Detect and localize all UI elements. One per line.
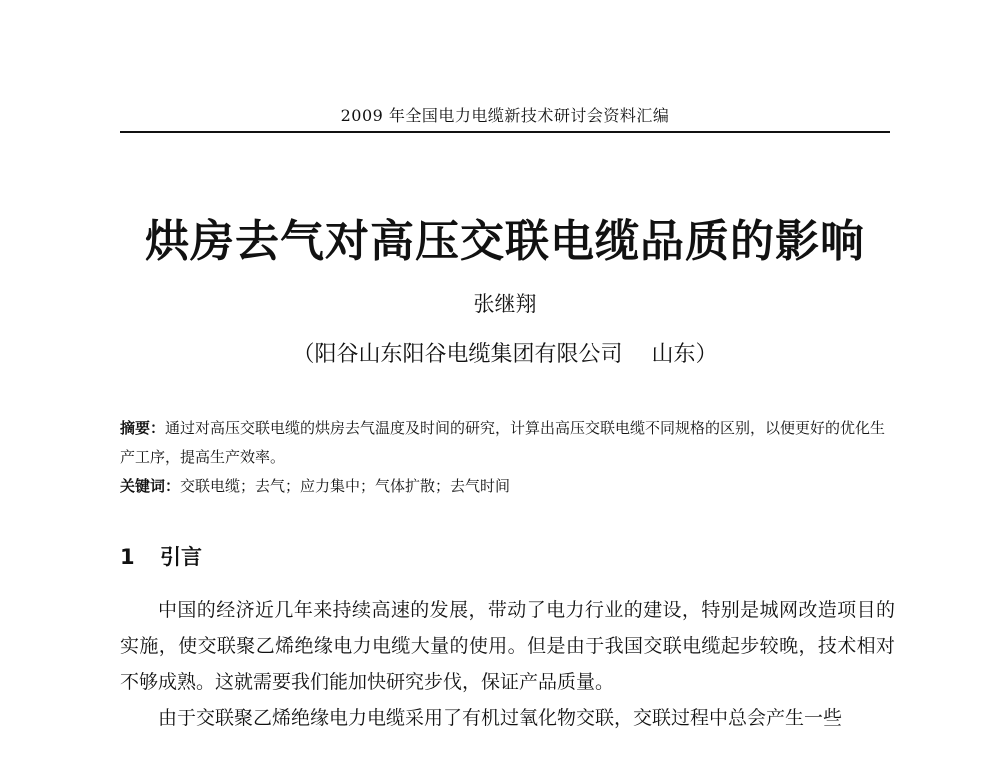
abstract xyxy=(120,414,895,472)
author-affiliation: （阳谷山东阳谷电缆集团有限公司 山东） xyxy=(292,342,718,367)
keywords-text: 交联电缆；去气；应力集中；气体扩散；去气时间 xyxy=(180,477,511,495)
section-body xyxy=(120,592,895,736)
paper-title: 烘房去气对高压交联电缆品质的影响 xyxy=(145,216,865,267)
abstract-text: 通过对高压交联电缆的烘房去气温度及时间的研究，计算出高压交联电缆不同规格的区别，以便更好的优化生产工序，提高生产效率。 xyxy=(120,419,886,466)
keywords-label: 关键词： xyxy=(120,477,181,495)
abstract-label: 摘要： xyxy=(120,419,166,437)
running-header: 2009 年全国电力电缆新技术研讨会资料汇编 xyxy=(340,106,670,125)
body-paragraph: 中国的经济近几年来持续高速的发展，带动了电力行业的建设，特别是城网改造项目的实施，使交联聚乙烯绝缘电力电缆大量的使用。但是由于我国交联电缆起步较晚，技术相对不够成熟。这就需要我们能加快研究步伐，保证产品质量。 xyxy=(120,599,895,693)
keywords xyxy=(120,472,895,501)
section-title: 引言 xyxy=(160,545,202,569)
body-paragraph: 由于交联聚乙烯绝缘电力电缆采用了有机过氧化物交联，交联过程中总会产生一些 xyxy=(158,707,843,729)
section-number: 1 xyxy=(120,545,135,569)
author-name: 张继翔 xyxy=(473,292,537,316)
section-heading xyxy=(120,541,202,571)
header-rule xyxy=(120,131,890,133)
